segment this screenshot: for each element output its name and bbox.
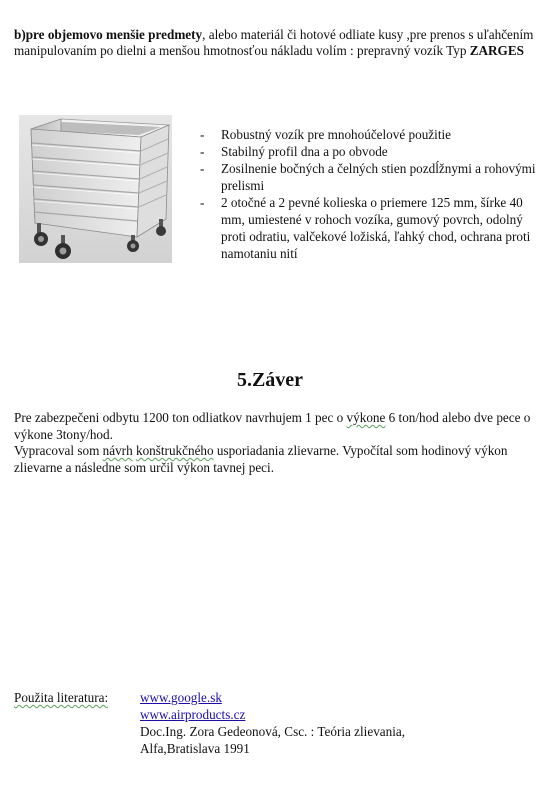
feature-text: Zosilnenie bočných a čelných stien pozdĺžnymi a rohovými prelismi: [221, 161, 536, 193]
feature-list: [200, 126, 540, 262]
text-run: usporiadania zlievarne. Vypočítal som hodinový výkon zlievarne a následne som určil výkon tavnej peci.: [14, 443, 508, 475]
section-title: 5.Záver: [236, 369, 304, 391]
list-item: [200, 126, 540, 143]
intro-bold-prefix: b)pre objemovo menšie predmety: [14, 27, 203, 42]
list-item: [200, 160, 540, 194]
reference-link-google[interactable]: www.google.sk: [140, 690, 222, 705]
spellcheck-word: konštrukčného: [135, 443, 214, 458]
text-run: Pre zabezpečeni odbytu 1200 ton odliatkov navrhujem 1 pec o: [14, 410, 347, 425]
conclusion-paragraph-1: [14, 410, 536, 443]
bullet-dash: -: [200, 195, 205, 210]
conclusion-text: [14, 410, 536, 476]
reference-row: [14, 706, 536, 723]
reference-row: [14, 723, 536, 740]
feature-text: Robustný vozík pre mnohoúčelové použitie: [221, 127, 452, 142]
intro-paragraph: [14, 27, 536, 59]
list-item: [200, 143, 540, 160]
references-section: [14, 689, 536, 757]
references-label: Použita literatura:: [14, 690, 109, 705]
feature-text: Stabilný profil dna a po obvode: [221, 144, 388, 159]
text-run: Vypracoval som: [14, 443, 103, 458]
text-run: 6 ton/hod alebo dve pece o výkone 3tony/hod.: [14, 410, 531, 442]
reference-book-line-2: Alfa,Bratislava 1991: [140, 741, 250, 756]
intro-bold-suffix: ZARGES: [469, 43, 524, 58]
spellcheck-word: výkone: [346, 410, 386, 425]
bullet-dash: -: [200, 144, 205, 159]
feature-text: 2 otočné a 2 pevné kolieska o priemere 125 mm, šírke 40 mm, umiestené v rohoch vozíka, gumový povrch, odolný proti odratiu, valčekové ložiská, ľahký chod, ochrana proti namotaniu nití: [221, 195, 531, 261]
list-item: [200, 194, 540, 262]
spellcheck-word: návrh: [102, 443, 133, 458]
intro-text: , alebo materiál či hotové odliate kusy ,pre prenos s uľahčením manipulovaním po dielni a menšou hmotnosťou nákladu volím : prepravný vozík Typ: [14, 27, 534, 58]
reference-link-airproducts[interactable]: www.airproducts.cz: [140, 707, 246, 722]
reference-book-line-1: Doc.Ing. Zora Gedeonová, Csc. : Teória zlievania,: [140, 724, 406, 739]
reference-row: [14, 689, 536, 706]
bullet-dash: -: [200, 127, 205, 142]
transport-cart-photo: [19, 115, 172, 263]
reference-row: [14, 740, 536, 757]
bullet-dash: -: [200, 161, 205, 176]
conclusion-paragraph-2: [14, 443, 536, 476]
